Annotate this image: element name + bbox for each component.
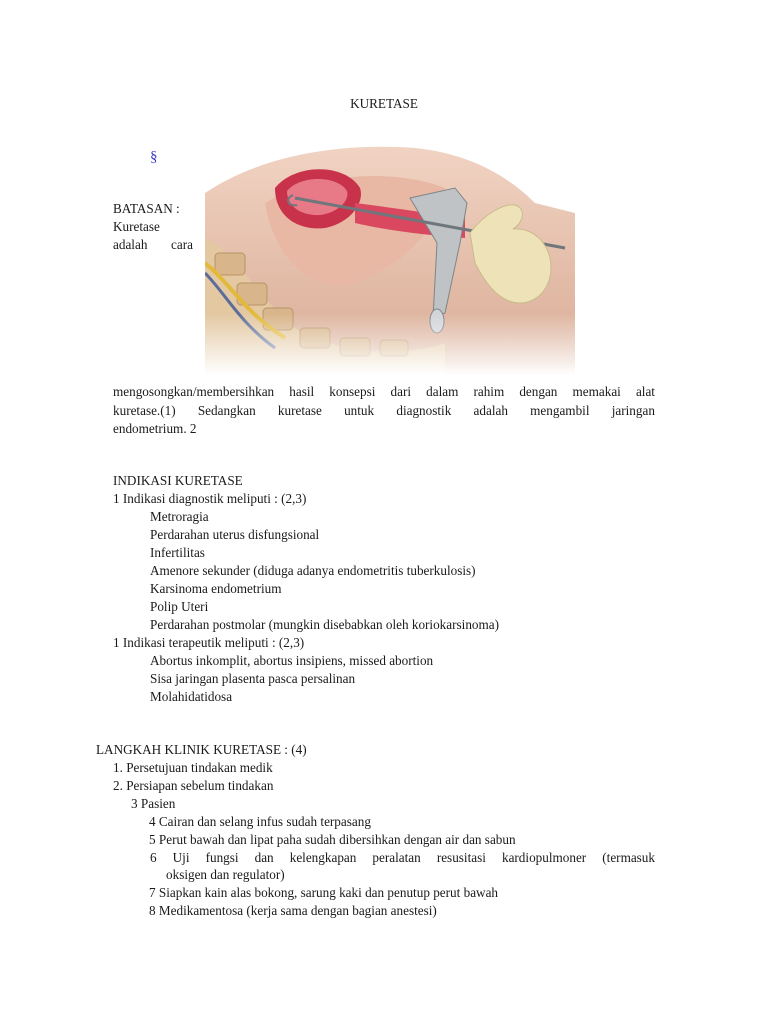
word: Sedangkan: [197, 402, 256, 418]
diagnostik-item: Amenore sekunder (diduga adanya endometritis tuberkulosis): [150, 563, 476, 578]
diagnostik-item: Perdarahan postmolar (mungkin disebabkan oleh koriokarsinoma): [150, 617, 500, 632]
batasan-line-2a: adalah: [113, 237, 148, 252]
definition-line-3: endometrium. 2: [113, 421, 197, 436]
word: kelengkapan: [289, 850, 357, 865]
langkah-heading: LANGKAH KLINIK KURETASE : (4): [96, 742, 307, 757]
indikasi-heading: INDIKASI KURETASE: [113, 473, 243, 488]
word: dalam: [426, 384, 459, 399]
word: kuretase.(1): [113, 402, 176, 418]
terapeutik-item: Abortus inkomplit, abortus insipiens, missed abortion: [150, 653, 434, 668]
terapeutik-item: Sisa jaringan plasenta pasca persalinan: [150, 671, 356, 686]
langkah-item-1: 1. Persetujuan tindakan medik: [113, 760, 273, 775]
batasan-line-1: Kuretase: [113, 219, 160, 234]
word: hasil: [289, 384, 315, 399]
word: Uji: [172, 850, 190, 865]
diagnostik-item: Infertilitas: [150, 545, 205, 560]
diagnostik-item: Karsinoma endometrium: [150, 581, 282, 596]
langkah-item-2: 2. Persiapan sebelum tindakan: [113, 778, 274, 793]
word: rahim: [473, 384, 505, 399]
word: konsepsi: [329, 384, 376, 399]
indikasi-terapeutik-heading: 1 Indikasi terapeutik meliputi : (2,3): [113, 635, 305, 650]
langkah-sub-7: 7 Siapkan kain alas bokong, sarung kaki dan penutup perut bawah: [149, 885, 499, 900]
word: alat: [635, 384, 655, 399]
definition-paragraph: [113, 383, 655, 439]
word: (termasuk: [602, 850, 655, 865]
word: memakai: [572, 384, 621, 399]
langkah-sub-4: 4 Cairan dan selang infus sudah terpasang: [149, 814, 371, 829]
diagnostik-item: Polip Uteri: [150, 599, 209, 614]
word: mengambil: [530, 402, 590, 418]
word: adalah: [473, 402, 508, 418]
curettage-illustration-svg: [205, 143, 575, 375]
word: diagnostik: [396, 402, 452, 418]
curettage-illustration: [205, 143, 575, 375]
langkah-sub-8: 8 Medikamentosa (kerja sama dengan bagian anestesi): [149, 903, 437, 918]
indikasi-diagnostik-heading: 1 Indikasi diagnostik meliputi : (2,3): [113, 491, 307, 506]
word: 6: [150, 850, 157, 865]
word: resusitasi: [436, 850, 486, 865]
langkah-sub-5: 5 Perut bawah dan lipat paha sudah dibersihkan dengan air dan sabun: [149, 832, 516, 847]
langkah-sub-6-cont: oksigen dan regulator): [166, 867, 285, 882]
word: peralatan: [372, 850, 421, 865]
terapeutik-item: Molahidatidosa: [150, 689, 233, 704]
langkah-sub-6: [150, 849, 655, 867]
word: dengan: [519, 384, 558, 399]
word: dari: [390, 384, 412, 399]
diagnostik-item: Perdarahan uterus disfungsional: [150, 527, 320, 542]
diagnostik-item: Metroragia: [150, 509, 209, 524]
langkah-sub-3: 3 Pasien: [131, 796, 176, 811]
word: mengosongkan/membersihkan: [113, 384, 275, 399]
batasan-line-2b: cara: [171, 237, 193, 252]
word: jaringan: [611, 402, 655, 418]
definition-line-2: [113, 402, 655, 421]
batasan-heading: BATASAN :: [113, 201, 180, 216]
page-title: KURETASE: [350, 96, 418, 111]
word: untuk: [344, 402, 375, 418]
word: kardiopulmoner: [501, 850, 587, 865]
section-bullet: §: [150, 149, 158, 165]
definition-line-1: [113, 383, 655, 402]
word: fungsi: [205, 850, 239, 865]
word: dan: [254, 850, 274, 865]
word: kuretase: [277, 402, 322, 418]
